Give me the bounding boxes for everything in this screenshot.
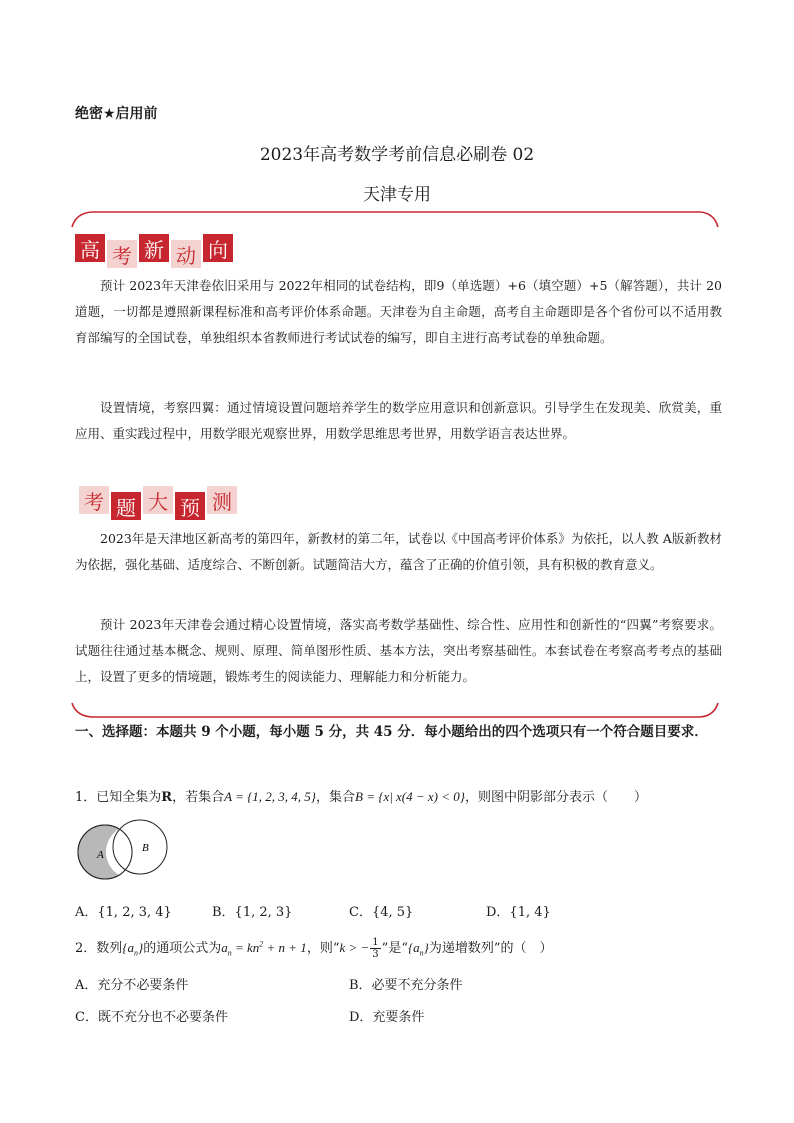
sequence-a-n: $\{a_n\}$ (407, 940, 429, 958)
q1-option-d: D．{1, 4} (486, 905, 551, 920)
question-1 (75, 786, 647, 805)
q1-option-b: B．{1, 2, 3} (212, 905, 293, 920)
banner-char: 考 (107, 240, 137, 268)
q2-option-d: D．充要条件 (349, 1010, 425, 1025)
banner-char: 动 (171, 240, 201, 268)
condition-k: k > − (339, 940, 370, 955)
part1-heading: 一、选择题：本题共 9 个小题，每小题 5 分，共 45 分．每小题给出的四个选项只有一个符合题目要求． (75, 724, 708, 740)
question-text: ，集合 (316, 790, 356, 805)
secret-label: 绝密★启用前 (75, 106, 158, 122)
banner-char: 题 (111, 492, 141, 520)
venn-diagram (74, 818, 174, 882)
venn-label-a: A (97, 849, 104, 861)
question-text: 的通项公式为 (143, 941, 222, 956)
section2-paragraph-2: 预计 2023年天津卷会通过精心设置情境，落实高考数学基础性、综合性、应用性和创新性的“四翼”考察要求。试题往往通过基本概念、规则、原理、简单图形性质、基本方法，突出考察基础性。本套试卷在考察高考考点的基础上，设置了更多的情境题，锻炼考生的阅读能力、理解能力和分析能力。 (75, 617, 722, 684)
section2-paragraph-1: 2023年是天津地区新高考的第四年，新教材的第二年，试卷以《中国高考评价体系》为依托，以人教 A版新教材为依据，强化基础、适度综合、不断创新。试题简洁大方，蕴含了正确的价值引领，具有积极的教育意义。 (75, 531, 722, 572)
bottom-arc-line (72, 703, 718, 717)
question-text: 为递增数列”的（ ） (428, 941, 553, 956)
set-R: R (161, 790, 173, 805)
section1-paragraph-2: 设置情境，考察四翼：通过情境设置问题培养学生的数学应用意识和创新意识。引导学生在发现美、欣赏美，重应用、重实践过程中，用数学眼光观察世界，用数学思维思考世界，用数学语言表达世界。 (75, 400, 722, 441)
question-2 (75, 937, 553, 960)
page-subtitle: 天津专用 (363, 185, 431, 205)
question-text: ，则图中阴影部分表示（ ） (464, 790, 647, 805)
fraction-one-third: $\frac{1}{3}$ (372, 937, 379, 960)
q2-option-b: B．必要不充分条件 (349, 978, 463, 993)
question-text: 数列 (96, 941, 123, 956)
set-A: A = {1, 2, 3, 4, 5} (224, 789, 317, 804)
q2-option-a: A．充分不必要条件 (75, 978, 189, 993)
question-number: 2． (75, 941, 97, 956)
q1-option-a: A．{1, 2, 3, 4} (75, 905, 172, 920)
banner-char: 大 (143, 486, 173, 514)
banner-gaokao-xindongxiang (75, 234, 233, 268)
banner-char: 向 (203, 234, 233, 262)
sequence-a-n: $\{a_n\}$ (122, 940, 144, 958)
top-arc-line (72, 212, 718, 227)
q1-option-c: C．{4, 5} (349, 905, 414, 920)
set-B: B = {x| x(4 − x) < 0} (355, 789, 465, 804)
banner-kaoti-dayuce (79, 486, 237, 520)
question-text: ”是“ (381, 941, 408, 956)
banner-char: 预 (175, 492, 205, 520)
q2-option-c: C．既不充分也不必要条件 (75, 1010, 228, 1025)
banner-char: 测 (207, 486, 237, 514)
venn-label-b: B (142, 842, 149, 854)
question-text: ，若集合 (172, 790, 225, 805)
banner-char: 考 (79, 486, 109, 514)
banner-char: 新 (139, 234, 169, 262)
banner-char: 高 (75, 234, 105, 262)
general-formula: $a_n = kn^2 + n + 1$ (221, 939, 307, 958)
question-number: 1． (75, 790, 97, 805)
question-text: ，则“ (306, 941, 340, 956)
page-title: 2023年高考数学考前信息必刷卷 02 (259, 145, 535, 165)
section1-paragraph-1: 预计 2023年天津卷依旧采用与 2022年相同的试卷结构，即9（单选题）+6（填空题）+5（解答题），共计 20道题，一切都是遵照新课程标准和高考评价体系命题。天津卷为自主命题，高考自主命题即是各个省份可以不适用教育部编写的全国试卷，单独组织本省教师进行考试试卷的编写，即自主进行高考试卷的单独命题。 (75, 278, 722, 345)
question-text: 已知全集为 (96, 790, 162, 805)
